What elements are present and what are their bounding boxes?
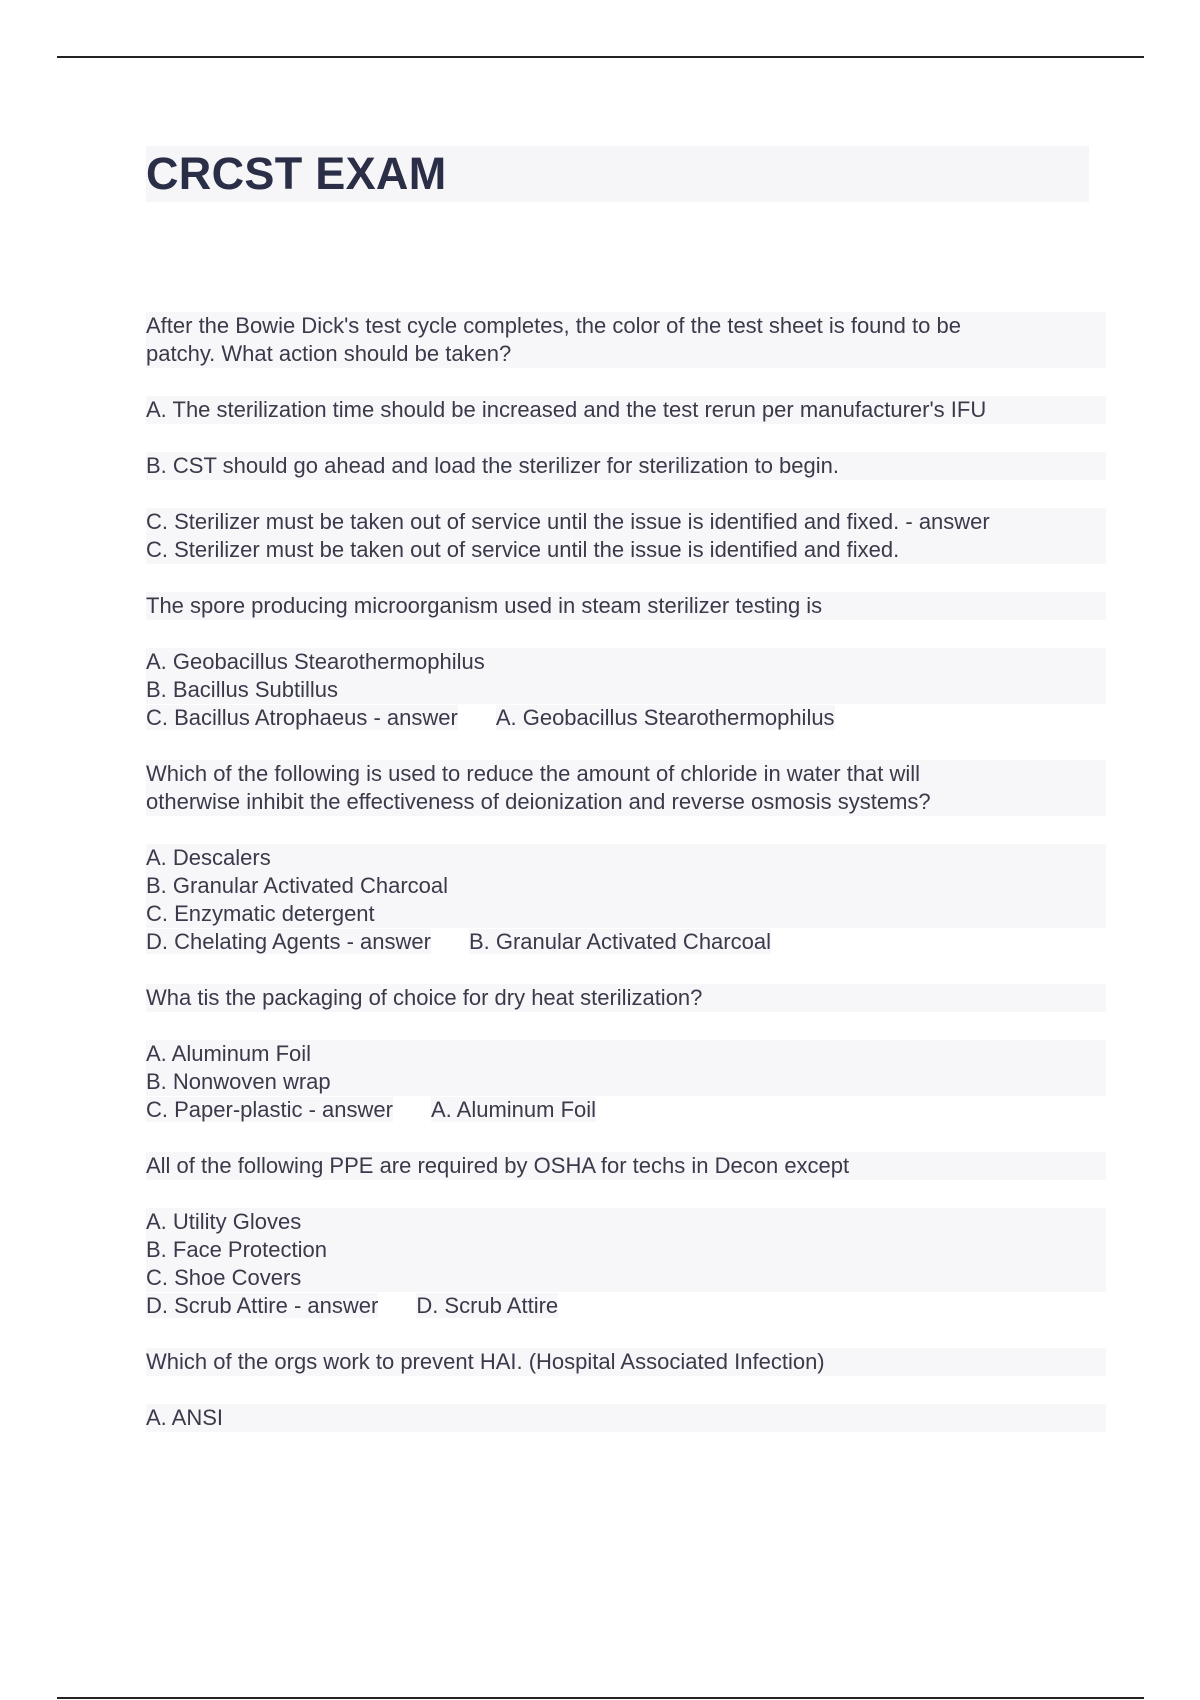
question-block <box>146 1348 1106 1432</box>
question-list <box>146 312 1106 1460</box>
answer-text: A. Aluminum Foil <box>430 1097 597 1122</box>
question-prompt <box>146 312 1106 368</box>
question-block <box>146 592 1106 732</box>
option-line: B. Bacillus Subtillus <box>146 676 1106 704</box>
option-line: C. Sterilizer must be taken out of service until the issue is identified and fixed. - answer <box>146 508 1106 536</box>
question-prompt <box>146 592 1106 620</box>
option-line: A. Geobacillus Stearothermophilus <box>146 648 1106 676</box>
footer-rule <box>57 1697 1144 1699</box>
option-line: A. Descalers <box>146 844 1106 872</box>
option-line: C. Bacillus Atrophaeus - answer <box>146 705 458 730</box>
option-list <box>146 1040 1106 1124</box>
prompt-line: The spore producing microorganism used in steam sterilizer testing is <box>146 592 1106 620</box>
option-line: A. ANSI <box>146 1404 1106 1432</box>
prompt-line: Which of the orgs work to prevent HAI. (Hospital Associated Infection) <box>146 1348 1106 1376</box>
option-list <box>146 648 1106 732</box>
prompt-line: otherwise inhibit the effectiveness of deionization and reverse osmosis systems? <box>146 788 1106 816</box>
option-line: B. Nonwoven wrap <box>146 1068 1106 1096</box>
question-block <box>146 1152 1106 1320</box>
question-block <box>146 760 1106 956</box>
option-line: D. Scrub Attire - answer <box>146 1293 379 1318</box>
prompt-line: patchy. What action should be taken? <box>146 340 1106 368</box>
question-block <box>146 984 1106 1124</box>
option-paragraph <box>146 452 1106 480</box>
prompt-line: After the Bowie Dick's test cycle completes, the color of the test sheet is found to be <box>146 312 1106 340</box>
option-list <box>146 1404 1106 1432</box>
option-line: C. Shoe Covers <box>146 1264 1106 1292</box>
option-line: D. Chelating Agents - answer <box>146 929 431 954</box>
option-paragraph <box>146 396 1106 424</box>
option-line: C. Paper-plastic - answer <box>146 1097 393 1122</box>
answer-text: D. Scrub Attire <box>416 1293 559 1318</box>
answer-line: C. Sterilizer must be taken out of service until the issue is identified and fixed. <box>146 536 1106 564</box>
answer-text: B. Granular Activated Charcoal <box>468 929 771 954</box>
answer-text: A. Geobacillus Stearothermophilus <box>495 705 835 730</box>
question-prompt <box>146 1348 1106 1376</box>
question-prompt <box>146 984 1106 1012</box>
option-line: A. Aluminum Foil <box>146 1040 1106 1068</box>
option-list <box>146 844 1106 956</box>
option-line: B. CST should go ahead and load the sterilizer for sterilization to begin. <box>146 452 1106 480</box>
option-line: A. The sterilization time should be increased and the test rerun per manufacturer's IFU <box>146 396 1106 424</box>
option-list <box>146 1208 1106 1320</box>
header-rule <box>57 56 1144 58</box>
option-line: B. Face Protection <box>146 1236 1106 1264</box>
option-line: B. Granular Activated Charcoal <box>146 872 1106 900</box>
prompt-line: All of the following PPE are required by OSHA for techs in Decon except <box>146 1152 1106 1180</box>
prompt-line: Wha tis the packaging of choice for dry heat sterilization? <box>146 984 1106 1012</box>
prompt-line: Which of the following is used to reduce the amount of chloride in water that will <box>146 760 1106 788</box>
question-prompt <box>146 760 1106 816</box>
question-block <box>146 312 1106 564</box>
option-line: C. Enzymatic detergent <box>146 900 1106 928</box>
page-title: CRCST EXAM <box>146 148 447 199</box>
option-line: A. Utility Gloves <box>146 1208 1106 1236</box>
option-paragraph <box>146 508 1106 564</box>
question-prompt <box>146 1152 1106 1180</box>
